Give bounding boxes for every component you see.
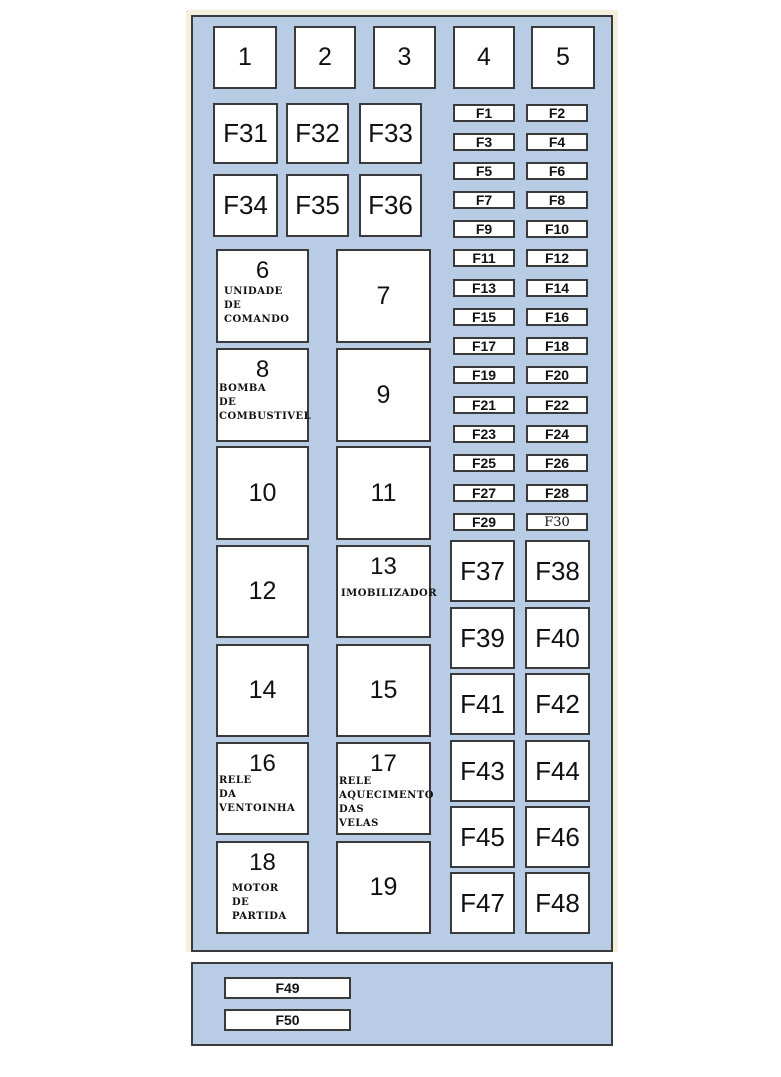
- fuse-F21: F21: [453, 396, 515, 414]
- fuse-F47: F47: [450, 872, 515, 934]
- fuse-F31: F31: [213, 103, 278, 164]
- fuse-F16: F16: [526, 308, 588, 326]
- fuse-F38: F38: [525, 540, 590, 602]
- relay-18-number: 18: [249, 849, 276, 876]
- relay-17-number: 17: [370, 750, 397, 777]
- fuse-F11: F11: [453, 249, 515, 267]
- relay-8-number: 8: [255, 356, 270, 383]
- relay-18-label: MOTOR DE PARTIDA: [232, 883, 287, 922]
- fuse-F25: F25: [453, 454, 515, 472]
- fuse-F28: F28: [526, 484, 588, 502]
- relay-8: [216, 348, 312, 442]
- fuse-F41: F41: [450, 673, 515, 735]
- relay-17: [336, 742, 434, 835]
- fuse-F3: F3: [453, 133, 515, 151]
- relay-7: 7: [336, 249, 431, 343]
- fuse-F49: F49: [224, 977, 351, 999]
- relay-13-number: 13: [370, 553, 397, 580]
- fuse-F26: F26: [526, 454, 588, 472]
- fuse-F45: F45: [450, 806, 515, 868]
- fuse-F15: F15: [453, 308, 515, 326]
- relay-box-5: 5: [531, 26, 595, 89]
- fuse-F2: F2: [526, 104, 588, 122]
- fuse-F18: F18: [526, 337, 588, 355]
- fuse-F4: F4: [526, 133, 588, 151]
- fuse-F24: F24: [526, 425, 588, 443]
- fuse-F10: F10: [526, 220, 588, 238]
- fuse-F35: F35: [286, 174, 349, 237]
- relay-box-4: 4: [453, 26, 515, 89]
- relay-19: 19: [336, 841, 431, 934]
- fuse-F44: F44: [525, 740, 590, 802]
- relay-6: [216, 249, 309, 343]
- fuse-F40: F40: [525, 607, 590, 669]
- fuse-F1: F1: [453, 104, 515, 122]
- relay-13-label: IMOBILIZADOR: [341, 588, 438, 599]
- fuse-F22: F22: [526, 396, 588, 414]
- relay-10: 10: [216, 446, 309, 540]
- relay-15: 15: [336, 644, 431, 737]
- fuse-F33: F33: [359, 103, 422, 164]
- fuse-F48: F48: [525, 872, 590, 934]
- fuse-F7: F7: [453, 191, 515, 209]
- relay-14: 14: [216, 644, 309, 737]
- fuse-F50: F50: [224, 1009, 351, 1031]
- fuse-F42: F42: [525, 673, 590, 735]
- fuse-F46: F46: [525, 806, 590, 868]
- fuse-F30: F30: [526, 513, 588, 531]
- relay-box-2: 2: [294, 26, 356, 89]
- relay-11: 11: [336, 446, 431, 540]
- fuse-F13: F13: [453, 279, 515, 297]
- fuse-F12: F12: [526, 249, 588, 267]
- fuse-F19: F19: [453, 366, 515, 384]
- fuse-F36: F36: [359, 174, 422, 237]
- fuse-F29: F29: [453, 513, 515, 531]
- relay-box-1: 1: [213, 26, 277, 89]
- relay-8-label: BOMBA DE COMBUSTIVEL: [219, 383, 312, 422]
- fuse-F8: F8: [526, 191, 588, 209]
- relay-13: [336, 545, 438, 638]
- relay-17-label: RELE AQUECIMENTO DAS VELAS: [339, 776, 434, 829]
- auxiliary-fuse-panel: [191, 962, 613, 1046]
- fuse-F20: F20: [526, 366, 588, 384]
- relay-16-number: 16: [249, 750, 276, 777]
- relay-9: 9: [336, 348, 431, 442]
- relay-6-label: UNIDADE DE COMANDO: [224, 286, 290, 325]
- relay-6-number: 6: [255, 257, 270, 284]
- fuse-F39: F39: [450, 607, 515, 669]
- fuse-F37: F37: [450, 540, 515, 602]
- relay-12: 12: [216, 545, 309, 638]
- relay-16-label: RELE DA VENTOINHA: [219, 775, 296, 814]
- relay-box-3: 3: [373, 26, 436, 89]
- relay-16: [216, 742, 309, 835]
- relay-18: [216, 841, 309, 934]
- fuse-F14: F14: [526, 279, 588, 297]
- fuse-F34: F34: [213, 174, 278, 237]
- fuse-F23: F23: [453, 425, 515, 443]
- fuse-F32: F32: [286, 103, 349, 164]
- fuse-F6: F6: [526, 162, 588, 180]
- fuse-F9: F9: [453, 220, 515, 238]
- fuse-F17: F17: [453, 337, 515, 355]
- fuse-F5: F5: [453, 162, 515, 180]
- fuse-F43: F43: [450, 740, 515, 802]
- fuse-F27: F27: [453, 484, 515, 502]
